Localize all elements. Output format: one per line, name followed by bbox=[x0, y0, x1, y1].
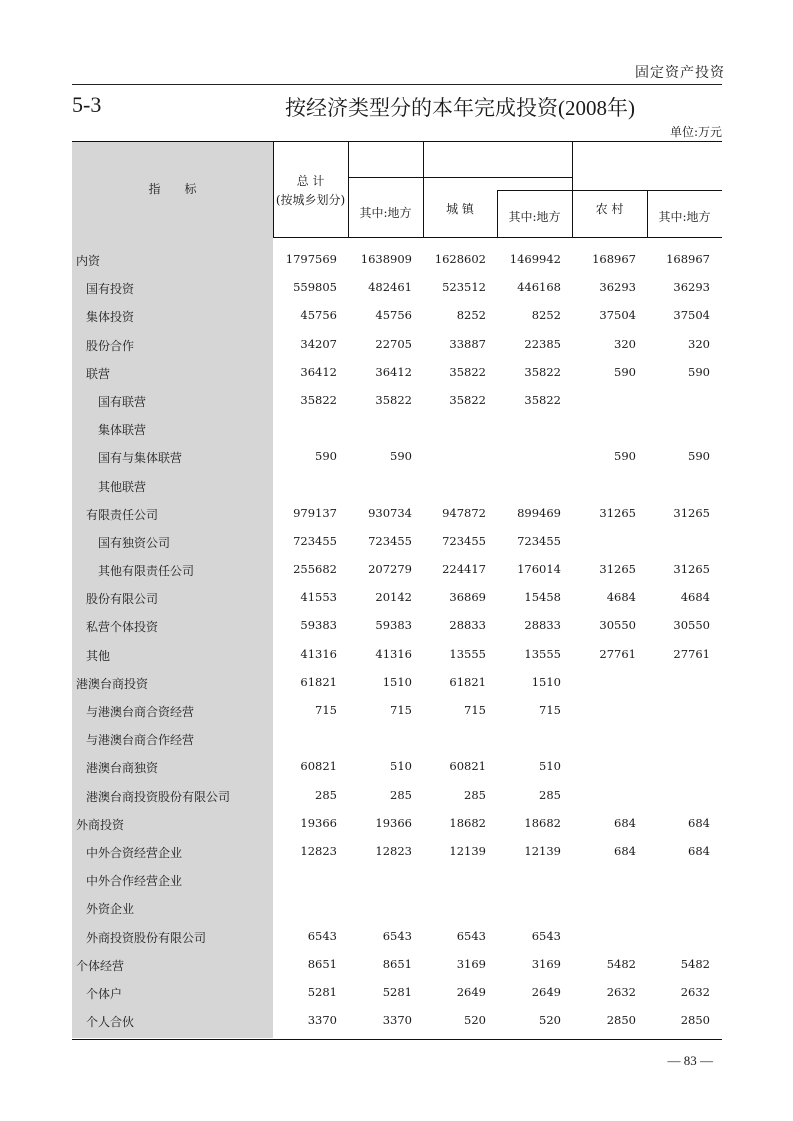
row-label: 个体经营 bbox=[76, 958, 125, 973]
page-title: 按经济类型分的本年完成投资(2008年) bbox=[285, 96, 635, 120]
row-value: 947872 bbox=[442, 505, 486, 520]
row-value: 3370 bbox=[307, 1013, 337, 1028]
row-value: 3169 bbox=[456, 956, 486, 971]
row-value: 6543 bbox=[531, 928, 561, 943]
row-value: 520 bbox=[539, 1013, 561, 1028]
row-value: 2632 bbox=[680, 984, 710, 999]
row-value: 510 bbox=[539, 759, 561, 774]
col-divider bbox=[273, 142, 274, 237]
row-value: 8651 bbox=[307, 956, 337, 971]
row-value: 19366 bbox=[300, 815, 337, 830]
row-value: 36412 bbox=[300, 364, 337, 379]
col-divider bbox=[348, 142, 349, 237]
rural-header: 农 村 bbox=[595, 202, 624, 216]
row-value: 590 bbox=[614, 449, 636, 464]
table-row bbox=[72, 1005, 722, 1033]
page-number: — 83 — bbox=[667, 1053, 713, 1068]
row-value: 684 bbox=[614, 815, 636, 830]
row-value: 41553 bbox=[300, 590, 337, 605]
header-rule-mid bbox=[348, 177, 572, 178]
row-value: 899469 bbox=[517, 505, 561, 520]
row-label: 集体投资 bbox=[86, 310, 135, 325]
row-value: 36293 bbox=[599, 280, 636, 295]
row-value: 35822 bbox=[524, 364, 561, 379]
table-row bbox=[72, 610, 722, 638]
row-label: 国有投资 bbox=[86, 282, 135, 297]
row-label: 国有独资公司 bbox=[98, 535, 171, 550]
row-value: 37504 bbox=[599, 308, 636, 323]
unit-label: 单位:万元 bbox=[669, 125, 722, 139]
row-value: 12823 bbox=[375, 843, 412, 858]
table-row bbox=[72, 470, 722, 498]
row-label: 股份合作 bbox=[86, 338, 135, 353]
row-value: 3370 bbox=[382, 1013, 412, 1028]
table-row bbox=[72, 244, 722, 272]
row-value: 28833 bbox=[524, 618, 561, 633]
row-value: 285 bbox=[390, 787, 412, 802]
row-value: 3169 bbox=[531, 956, 561, 971]
row-value: 2649 bbox=[456, 984, 486, 999]
table-row bbox=[72, 921, 722, 949]
row-value: 36869 bbox=[449, 590, 486, 605]
row-value: 723455 bbox=[293, 533, 337, 548]
table-row bbox=[72, 723, 722, 751]
table-row bbox=[72, 526, 722, 554]
row-value: 684 bbox=[614, 843, 636, 858]
table-row bbox=[72, 385, 722, 413]
row-value: 35822 bbox=[449, 392, 486, 407]
row-value: 37504 bbox=[673, 308, 710, 323]
table-row bbox=[72, 695, 722, 723]
table-body bbox=[72, 238, 722, 1039]
row-value: 61821 bbox=[300, 674, 337, 689]
row-value: 723455 bbox=[517, 533, 561, 548]
urban-local-header: 其中:地方 bbox=[508, 210, 561, 224]
row-value: 15458 bbox=[524, 590, 561, 605]
table-row bbox=[72, 949, 722, 977]
row-value: 684 bbox=[688, 815, 710, 830]
row-value: 12823 bbox=[300, 843, 337, 858]
row-value: 715 bbox=[315, 703, 337, 717]
table-row bbox=[72, 751, 722, 779]
row-value: 61821 bbox=[449, 674, 486, 689]
row-value: 41316 bbox=[300, 646, 337, 661]
row-value: 715 bbox=[390, 703, 412, 717]
row-value: 2632 bbox=[606, 984, 636, 999]
row-label: 国有与集体联营 bbox=[98, 451, 183, 466]
row-value: 4684 bbox=[606, 590, 636, 605]
row-value: 1510 bbox=[382, 674, 412, 689]
row-value: 13555 bbox=[524, 646, 561, 661]
total-header: 总 计 bbox=[296, 174, 325, 188]
row-value: 446168 bbox=[517, 280, 561, 295]
row-value: 207279 bbox=[368, 562, 412, 577]
row-value: 6543 bbox=[307, 928, 337, 943]
row-value: 59383 bbox=[300, 618, 337, 633]
row-label: 中外合资经营企业 bbox=[86, 845, 183, 860]
row-value: 13555 bbox=[449, 646, 486, 661]
row-value: 5482 bbox=[680, 956, 710, 971]
row-value: 224417 bbox=[442, 562, 486, 577]
row-value: 285 bbox=[539, 787, 561, 802]
row-value: 18682 bbox=[524, 815, 561, 830]
row-label: 个体户 bbox=[86, 986, 123, 1001]
table-row bbox=[72, 639, 722, 667]
row-value: 168967 bbox=[592, 252, 636, 266]
row-value: 33887 bbox=[449, 336, 486, 351]
table-row bbox=[72, 498, 722, 526]
row-value: 1628602 bbox=[434, 252, 486, 266]
row-label: 其他 bbox=[86, 648, 111, 663]
row-value: 31265 bbox=[599, 562, 636, 577]
row-value: 2850 bbox=[680, 1013, 710, 1028]
table-row bbox=[72, 582, 722, 610]
row-value: 590 bbox=[315, 449, 337, 464]
row-value: 176014 bbox=[517, 562, 561, 577]
table-row bbox=[72, 836, 722, 864]
row-value: 6543 bbox=[382, 928, 412, 943]
row-value: 5281 bbox=[382, 984, 412, 999]
table-row bbox=[72, 357, 722, 385]
local-header: 其中:地方 bbox=[359, 206, 412, 220]
rural-local-header: 其中:地方 bbox=[658, 210, 711, 224]
row-label: 私营个体投资 bbox=[86, 620, 159, 635]
row-value: 18682 bbox=[449, 815, 486, 830]
row-value: 4684 bbox=[680, 590, 710, 605]
row-label: 外商投资股份有限公司 bbox=[86, 930, 207, 945]
row-value: 27761 bbox=[673, 646, 710, 661]
row-value: 1469942 bbox=[509, 252, 561, 266]
table-number: 5-3 bbox=[72, 92, 102, 117]
row-value: 27761 bbox=[599, 646, 636, 661]
col-divider bbox=[423, 142, 424, 237]
row-value: 34207 bbox=[300, 336, 337, 351]
row-value: 2850 bbox=[606, 1013, 636, 1028]
table-row bbox=[72, 329, 722, 357]
row-value: 36293 bbox=[673, 280, 710, 295]
row-value: 684 bbox=[688, 843, 710, 858]
row-value: 1797569 bbox=[285, 252, 337, 266]
row-label: 个人合伙 bbox=[86, 1015, 135, 1030]
row-value: 1638909 bbox=[360, 252, 412, 266]
row-label: 中外合作经营企业 bbox=[86, 874, 183, 889]
row-label: 与港澳台商合资经营 bbox=[86, 705, 195, 719]
row-value: 1510 bbox=[531, 674, 561, 689]
row-value: 590 bbox=[614, 364, 636, 379]
row-label: 国有联营 bbox=[98, 394, 147, 409]
table-header bbox=[72, 141, 722, 238]
row-value: 30550 bbox=[673, 618, 710, 633]
row-value: 520 bbox=[464, 1013, 486, 1028]
row-value: 59383 bbox=[375, 618, 412, 633]
row-value: 35822 bbox=[449, 364, 486, 379]
row-value: 35822 bbox=[300, 392, 337, 407]
row-value: 715 bbox=[464, 703, 486, 717]
row-label: 有限责任公司 bbox=[86, 507, 159, 522]
table-row bbox=[72, 300, 722, 328]
row-value: 320 bbox=[614, 336, 636, 351]
row-value: 255682 bbox=[293, 562, 337, 577]
row-value: 35822 bbox=[375, 392, 412, 407]
table-row bbox=[72, 808, 722, 836]
row-value: 12139 bbox=[524, 843, 561, 858]
row-value: 8252 bbox=[456, 308, 486, 323]
row-label: 港澳台商独资 bbox=[86, 761, 159, 776]
row-label: 港澳台商投资 bbox=[76, 676, 149, 691]
row-value: 30550 bbox=[599, 618, 636, 633]
row-value: 22385 bbox=[524, 336, 561, 351]
row-label: 集体联营 bbox=[98, 423, 147, 438]
row-value: 36412 bbox=[375, 364, 412, 379]
row-value: 523512 bbox=[442, 280, 486, 295]
row-value: 979137 bbox=[293, 505, 337, 520]
row-value: 31265 bbox=[673, 505, 710, 520]
row-value: 60821 bbox=[300, 759, 337, 774]
row-value: 31265 bbox=[599, 505, 636, 520]
row-value: 590 bbox=[688, 364, 710, 379]
row-value: 22705 bbox=[375, 336, 412, 351]
row-value: 8651 bbox=[382, 956, 412, 971]
table-row bbox=[72, 977, 722, 1005]
row-value: 35822 bbox=[524, 392, 561, 407]
investment-table bbox=[72, 141, 722, 1040]
row-value: 168967 bbox=[666, 252, 710, 266]
row-label: 股份有限公司 bbox=[86, 592, 159, 607]
row-value: 6543 bbox=[456, 928, 486, 943]
table-row bbox=[72, 892, 722, 920]
row-value: 723455 bbox=[368, 533, 412, 548]
table-row bbox=[72, 864, 722, 892]
row-label: 与港澳台商合作经营 bbox=[86, 733, 195, 748]
row-label: 外商投资 bbox=[76, 817, 125, 832]
row-value: 723455 bbox=[442, 533, 486, 548]
row-value: 28833 bbox=[449, 618, 486, 633]
table-row bbox=[72, 413, 722, 441]
row-value: 8252 bbox=[531, 308, 561, 323]
row-value: 285 bbox=[315, 787, 337, 802]
table-row bbox=[72, 667, 722, 695]
header-rule-mid bbox=[497, 190, 722, 191]
row-value: 45756 bbox=[375, 308, 412, 323]
table-row bbox=[72, 272, 722, 300]
section-title: 固定资产投资 bbox=[635, 65, 725, 81]
row-label: 其他联营 bbox=[98, 479, 147, 494]
row-value: 45756 bbox=[300, 308, 337, 323]
table-row bbox=[72, 554, 722, 582]
row-value: 5281 bbox=[307, 984, 337, 999]
row-value: 5482 bbox=[606, 956, 636, 971]
row-value: 715 bbox=[539, 703, 561, 717]
row-label: 港澳台商投资股份有限公司 bbox=[86, 789, 231, 804]
row-value: 19366 bbox=[375, 815, 412, 830]
table-row bbox=[72, 441, 722, 469]
row-value: 320 bbox=[688, 336, 710, 351]
row-label: 联营 bbox=[86, 366, 111, 381]
table-bottom-rule bbox=[72, 1039, 722, 1040]
row-value: 20142 bbox=[375, 590, 412, 605]
row-value: 510 bbox=[390, 759, 412, 774]
row-value: 41316 bbox=[375, 646, 412, 661]
row-value: 2649 bbox=[531, 984, 561, 999]
row-value: 60821 bbox=[449, 759, 486, 774]
row-label: 外资企业 bbox=[86, 902, 135, 917]
row-value: 590 bbox=[390, 449, 412, 464]
table-row bbox=[72, 780, 722, 808]
row-label: 其他有限责任公司 bbox=[98, 564, 195, 579]
total-header-sub: (按城乡划分) bbox=[275, 193, 346, 207]
row-value: 590 bbox=[688, 449, 710, 464]
row-value: 31265 bbox=[673, 562, 710, 577]
indicator-header: 指 标 bbox=[148, 182, 197, 196]
row-value: 559805 bbox=[293, 280, 337, 295]
row-value: 930734 bbox=[368, 505, 412, 520]
row-value: 482461 bbox=[368, 280, 412, 295]
header-rule bbox=[72, 84, 722, 85]
row-label: 内资 bbox=[76, 254, 101, 268]
urban-header: 城 镇 bbox=[446, 202, 474, 216]
row-value: 285 bbox=[464, 787, 486, 802]
row-value: 12139 bbox=[449, 843, 486, 858]
